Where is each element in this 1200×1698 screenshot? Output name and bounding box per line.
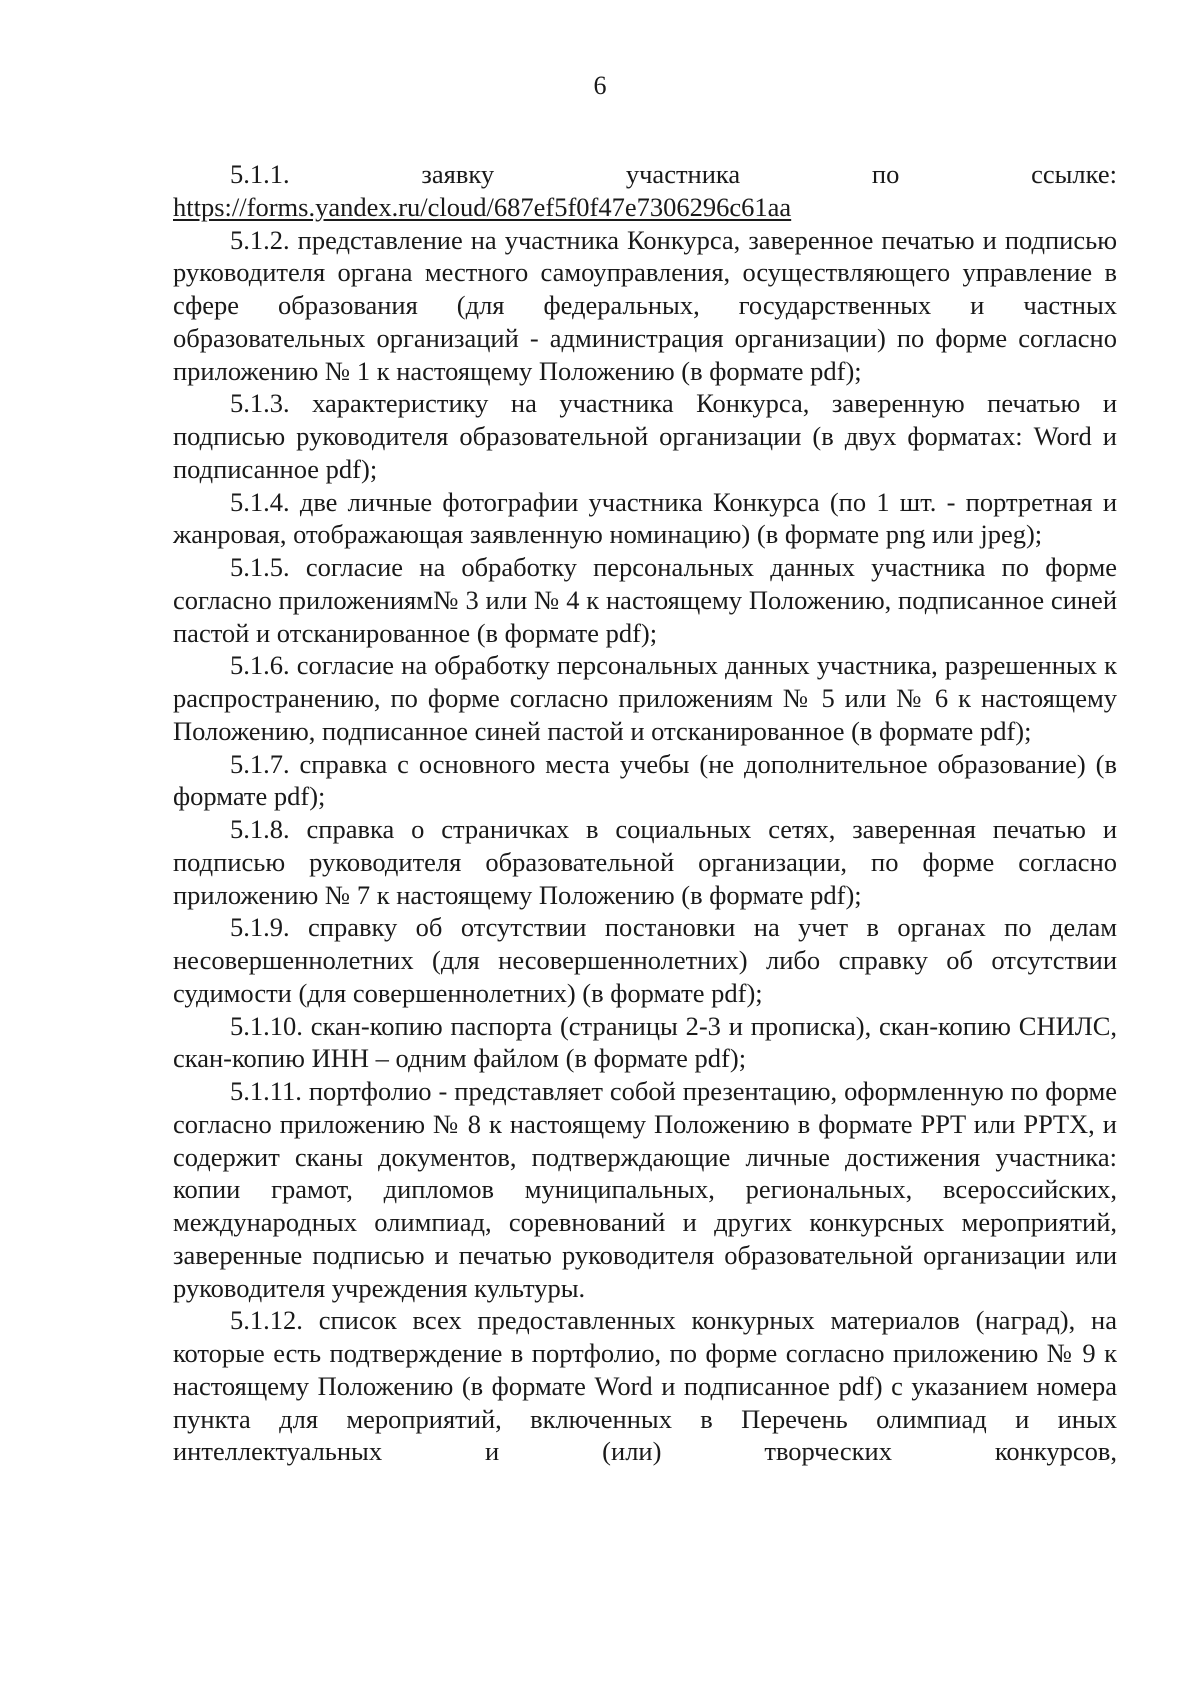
list-item: [173, 1010, 1117, 1076]
list-item: [173, 158, 1117, 191]
item-number: 5.1.10.: [230, 1010, 303, 1041]
item-text: портфолио - представляет собой презентацию, оформленную по форме согласно приложению № 8 к настоящему Положению в формате PPT или PPTX, и содержит сканы документов, подтверждающие личные достижения участника: копии грамот, дипломов муниципальных, региональных, всероссийских, международных олимпиад, соревнований и других конкурсных мероприятий, заверенные подписью и печатью руководителя образовательной организации или руководителя учреждения культуры.: [173, 1076, 1117, 1303]
item-text: справка с основного места учебы (не дополнительное образование) (в формате pdf);: [173, 748, 1117, 812]
list-item: [173, 911, 1117, 1009]
link-line: [173, 191, 1117, 224]
form-link[interactable]: https://forms.yandex.ru/cloud/687ef5f0f47e7306296c61aa: [173, 191, 792, 222]
item-number: 5.1.6.: [230, 650, 290, 681]
list-item: [173, 1304, 1117, 1468]
item-text: список всех предоставленных конкурных материалов (наград), на которые есть подтверждение в портфолио, по форме согласно приложению № 9 к настоящему Положению (в формате Word и подписанное pdf) с указанием номера пункта для мероприятий, включенных в Перечень олимпиад и иных интеллектуальных и (или) творческих конкурсов,: [173, 1305, 1118, 1467]
item-text: заявку участника по ссылке:: [421, 159, 1118, 189]
item-number: 5.1.9.: [230, 912, 290, 943]
item-text: согласие на обработку персональных данных участника по форме согласно приложениям№ 3 или № 4 к настоящему Положению, подписанное синей пастой и отсканированное (в формате pdf);: [173, 552, 1118, 648]
item-text: справку об отсутствии постановки на учет в органах по делам несовершеннолетних (для несовершеннолетних) либо справку об отсутствии судимости (для совершеннолетних) (в формате pdf);: [173, 912, 1117, 1008]
item-number: 5.1.1.: [230, 159, 290, 189]
list-item: [173, 748, 1117, 814]
item-number: 5.1.8.: [230, 814, 290, 844]
item-text: представление на участника Конкурса, заверенное печатью и подписью руководителя органа местного самоуправления, осуществляющего управление в сфере образования (для федеральных, государственных и частных образовательных организаций - администрация организации) по форме согласно приложению № 1 к настоящему Положению (в формате pdf);: [173, 224, 1117, 386]
list-item: [173, 387, 1117, 485]
item-text: согласие на обработку персональных данных участника, разрешенных к распространению, по форме согласно приложениям № 5 или № 6 к настоящему Положению, подписанное синей пастой и отсканированное (в формате pdf);: [173, 650, 1117, 746]
document-body: [173, 158, 1117, 1468]
item-number: 5.1.7.: [230, 748, 290, 779]
item-text: две личные фотографии участника Конкурса (по 1 шт. - портретная и жанровая, отображающая заявленную номинацию) (в формате png или jpeg);: [173, 486, 1118, 550]
item-number: 5.1.5.: [230, 552, 290, 582]
item-number: 5.1.3.: [230, 388, 290, 419]
item-number: 5.1.12.: [230, 1305, 303, 1336]
item-number: 5.1.2.: [230, 224, 290, 255]
item-text: характеристику на участника Конкурса, заверенную печатью и подписью руководителя образовательной организации (в двух форматах: Word и подписанное pdf);: [173, 388, 1118, 484]
list-item: [173, 813, 1117, 911]
item-text: справка о страничках в социальных сетях, заверенная печатью и подписью руководителя образовательной организации, по форме согласно приложению № 7 к настоящему Положению (в формате pdf);: [173, 814, 1118, 910]
page-number: 6: [593, 71, 607, 100]
list-item: [173, 551, 1117, 649]
list-item: [173, 486, 1117, 552]
list-item: [173, 1075, 1117, 1304]
item-number: 5.1.4.: [230, 486, 290, 517]
item-number: 5.1.11.: [230, 1076, 302, 1106]
list-item: [173, 649, 1117, 747]
item-text: скан-копию паспорта (страницы 2-3 и прописка), скан-копию СНИЛС, скан-копию ИНН – одним файлом (в формате pdf);: [173, 1010, 1117, 1074]
list-item: [173, 224, 1117, 388]
